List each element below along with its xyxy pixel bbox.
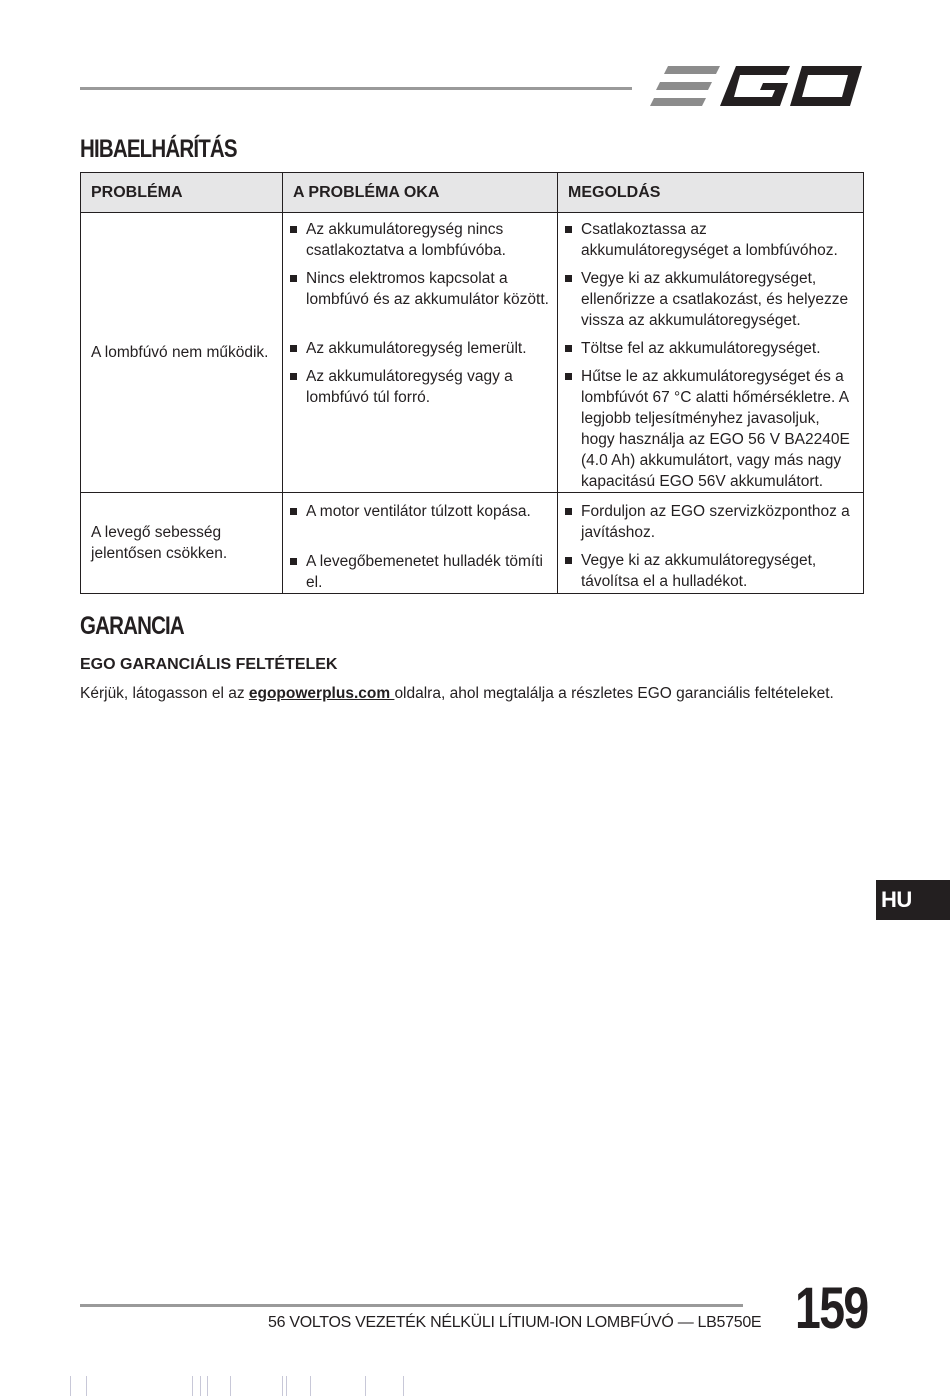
list-item: Az akkumulátoregység vagy a lombfúvó túl forró. bbox=[289, 366, 551, 408]
list-item: A motor ventilátor túlzott kopása. bbox=[289, 501, 551, 522]
cause-cell bbox=[283, 493, 558, 594]
footer-rule bbox=[80, 1304, 743, 1307]
list-item: Az akkumulátoregység lemerült. bbox=[289, 338, 551, 359]
page-number: 159 bbox=[795, 1276, 868, 1341]
table-header-row bbox=[81, 173, 864, 213]
bullet-icon bbox=[564, 366, 581, 492]
warranty-subtitle: EGO GARANCIÁLIS FELTÉTELEK bbox=[80, 656, 338, 673]
bullet-icon bbox=[564, 338, 581, 359]
list-item: Nincs elektromos kapcsolat a lombfúvó és az akkumulátor között. bbox=[289, 268, 551, 310]
list-item: Vegye ki az akkumulátoregységet, távolítsa el a hulladékot. bbox=[564, 550, 857, 592]
bullet-icon bbox=[289, 219, 306, 261]
list-item: Az akkumulátoregység nincs csatlakoztatva a lombfúvóba. bbox=[289, 219, 551, 261]
column-header-solution: MEGOLDÁS bbox=[558, 173, 864, 213]
header-rule bbox=[80, 87, 632, 90]
solution-cell bbox=[558, 213, 864, 493]
problem-cell: A lombfúvó nem működik. bbox=[81, 213, 283, 493]
bullet-icon bbox=[289, 366, 306, 408]
list-item: Csatlakoztassa az akkumulátoregységet a lombfúvóhoz. bbox=[564, 219, 857, 261]
list-item: A levegőbemenetet hulladék tömíti el. bbox=[289, 551, 551, 593]
list-item: Vegye ki az akkumulátoregységet, ellenőrizze a csatlakozást, és helyezze vissza az akkumulátoregységet. bbox=[564, 268, 857, 331]
warranty-title: GARANCIA bbox=[80, 612, 184, 640]
bullet-icon bbox=[289, 551, 306, 593]
footer-title: 56 VOLTOS VEZETÉK NÉLKÜLI LÍTIUM-ION LOMBFÚVÓ — LB5750E bbox=[268, 1314, 762, 1331]
print-marks bbox=[60, 1376, 460, 1396]
bullet-icon bbox=[564, 501, 581, 543]
troubleshooting-title: HIBAELHÁRÍTÁS bbox=[80, 135, 237, 163]
list-item: Hűtse le az akkumulátoregységet és a lombfúvót 67 °C alatti hőmérsékletre. A legjobb teljesítményhez javasoljuk, hogy használja az EGO 56 V BA2240E (4.0 Ah) akkumulátort, vagy más nagy kapacitású EGO 56V akkumulátort. bbox=[564, 366, 857, 492]
list-item: Forduljon az EGO szervizközponthoz a javításhoz. bbox=[564, 501, 857, 543]
language-tab: HU bbox=[876, 880, 950, 920]
bullet-icon bbox=[564, 550, 581, 592]
list-item: Töltse fel az akkumulátoregységet. bbox=[564, 338, 857, 359]
column-header-cause: A PROBLÉMA OKA bbox=[283, 173, 558, 213]
ego-logo bbox=[650, 62, 862, 112]
table-row bbox=[81, 493, 864, 594]
cause-cell bbox=[283, 213, 558, 493]
bullet-icon bbox=[289, 501, 306, 522]
warranty-link[interactable]: egopowerplus.com bbox=[248, 685, 395, 702]
solution-cell bbox=[558, 493, 864, 594]
bullet-icon bbox=[564, 268, 581, 331]
bullet-icon bbox=[564, 219, 581, 261]
column-header-problem: PROBLÉMA bbox=[81, 173, 283, 213]
problem-cell: A levegő sebesség jelentősen csökken. bbox=[81, 493, 283, 594]
warranty-paragraph: Kérjük, látogasson el az egopowerplus.com oldalra, ahol megtalálja a részletes EGO garanciális feltételeket. bbox=[80, 685, 834, 702]
troubleshooting-table bbox=[80, 172, 864, 594]
bullet-icon bbox=[289, 268, 306, 310]
table-row bbox=[81, 213, 864, 493]
bullet-icon bbox=[289, 338, 306, 359]
